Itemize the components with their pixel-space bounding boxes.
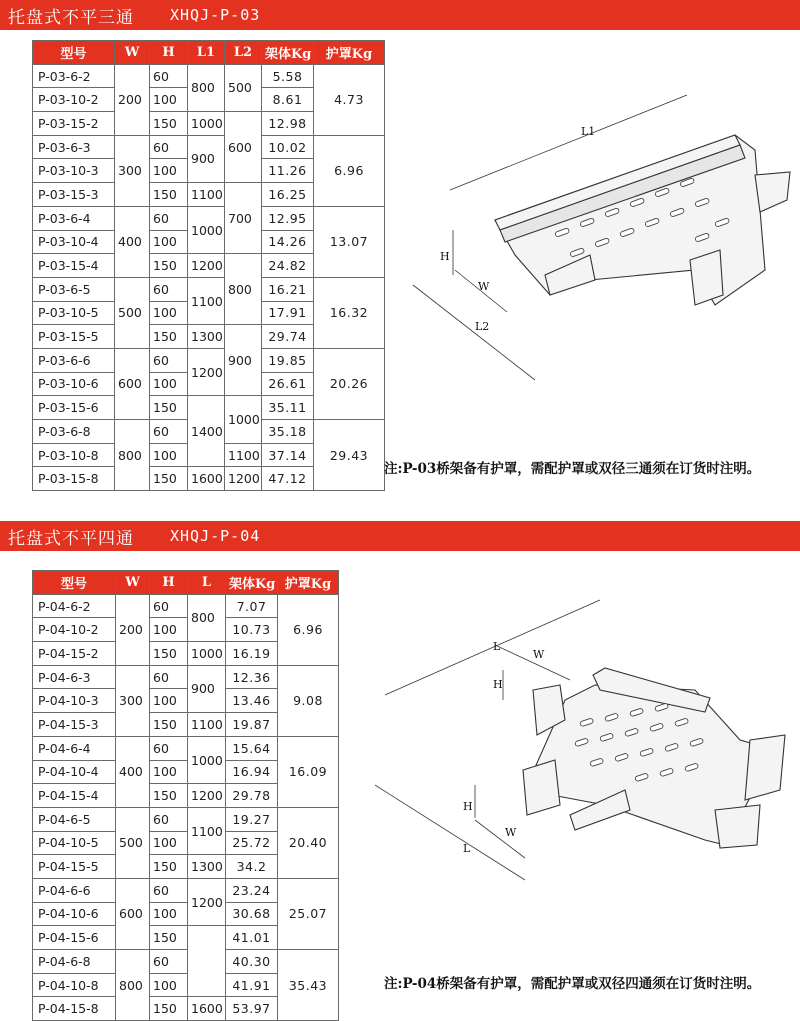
frame-kg-cell: 16.25: [262, 183, 314, 207]
l1-cell: 1200: [188, 348, 225, 395]
frame-kg-cell: 35.18: [262, 420, 314, 444]
header-cover-kg: 护罩Kg: [278, 571, 339, 595]
model-cell: P-03-10-4: [33, 230, 115, 254]
header-cover-kg: 护罩Kg: [314, 41, 385, 65]
l-cell: [188, 926, 226, 997]
model-cell: P-03-6-5: [33, 277, 115, 301]
frame-kg-cell: 34.2: [226, 855, 278, 879]
frame-kg-cell: 5.58: [262, 64, 314, 88]
w-cell: 300: [115, 135, 150, 206]
frame-kg-cell: 14.26: [262, 230, 314, 254]
table-row: [33, 135, 385, 159]
frame-kg-cell: 10.73: [226, 618, 278, 642]
h-cell: 150: [150, 112, 188, 136]
tee-label-l1: L1: [581, 125, 596, 138]
h-cell: 100: [150, 973, 188, 997]
frame-kg-cell: 11.26: [262, 159, 314, 183]
l1-cell: 900: [188, 135, 225, 182]
frame-kg-cell: 15.64: [226, 736, 278, 760]
table-row: [33, 64, 385, 88]
l-cell: 1200: [188, 878, 226, 925]
l2-cell: 600: [225, 112, 262, 183]
table-row: [33, 665, 339, 689]
frame-kg-cell: 23.24: [226, 878, 278, 902]
cover-kg-cell: 6.96: [314, 135, 385, 206]
cover-kg-cell: 20.26: [314, 348, 385, 419]
h-cell: 100: [150, 760, 188, 784]
frame-kg-cell: 19.85: [262, 348, 314, 372]
table-row: [33, 277, 385, 301]
h-cell: 100: [150, 372, 188, 396]
model-cell: P-04-15-4: [33, 784, 116, 808]
section1-banner: [0, 0, 800, 30]
model-cell: P-03-15-3: [33, 183, 115, 207]
section1-code: XHQJ-P-03: [170, 6, 261, 24]
model-cell: P-03-15-4: [33, 254, 115, 278]
table-row: [33, 807, 339, 831]
model-cell: P-03-6-4: [33, 206, 115, 230]
model-cell: P-04-6-2: [33, 594, 116, 618]
model-cell: P-03-6-3: [33, 135, 115, 159]
frame-kg-cell: 12.98: [262, 112, 314, 136]
h-cell: 60: [150, 665, 188, 689]
table-row: [33, 950, 339, 974]
cross-label-h-bottom: H: [463, 800, 473, 813]
cover-kg-cell: 16.32: [314, 277, 385, 348]
l2-cell: 1200: [225, 467, 262, 491]
model-cell: P-04-6-4: [33, 736, 116, 760]
l-cell: 900: [188, 665, 226, 712]
w-cell: 600: [115, 348, 150, 419]
section2-note: 注:P-04桥架备有护罩，需配护罩或双径四通须在订货时注明。: [384, 976, 761, 992]
w-cell: 600: [116, 878, 150, 949]
l1-cell: 1300: [188, 325, 225, 349]
l2-cell: 1000: [225, 396, 262, 443]
frame-kg-cell: 12.36: [226, 665, 278, 689]
l-cell: 1100: [188, 713, 226, 737]
h-cell: 100: [150, 88, 188, 112]
model-cell: P-03-10-2: [33, 88, 115, 112]
h-cell: 60: [150, 594, 188, 618]
frame-kg-cell: 41.91: [226, 973, 278, 997]
l2-cell: 1100: [225, 443, 262, 467]
cover-kg-cell: 25.07: [278, 878, 339, 949]
header-w: W: [116, 571, 150, 595]
model-cell: P-04-10-8: [33, 973, 116, 997]
h-cell: 60: [150, 807, 188, 831]
header-l2: L2: [225, 41, 262, 65]
table-header-row: [33, 571, 339, 595]
h-cell: 60: [150, 878, 188, 902]
w-cell: 200: [115, 64, 150, 135]
h-cell: 100: [150, 902, 188, 926]
model-cell: P-04-10-2: [33, 618, 116, 642]
tee-label-h: H: [440, 250, 450, 263]
h-cell: 150: [150, 784, 188, 808]
w-cell: 300: [116, 665, 150, 736]
model-cell: P-04-6-5: [33, 807, 116, 831]
model-cell: P-03-15-6: [33, 396, 115, 420]
h-cell: 60: [150, 736, 188, 760]
model-cell: P-03-6-8: [33, 420, 115, 444]
frame-kg-cell: 12.95: [262, 206, 314, 230]
section1-note: 注:P-03桥架备有护罩，需配护罩或双径三通须在订货时注明。: [384, 461, 761, 477]
table-row: [33, 206, 385, 230]
section2-banner: [0, 521, 800, 551]
h-cell: 60: [150, 348, 188, 372]
w-cell: 200: [116, 594, 150, 665]
cross-label-l-top: L: [493, 640, 501, 653]
header-model: 型号: [33, 571, 116, 595]
frame-kg-cell: 16.19: [226, 642, 278, 666]
model-cell: P-04-10-3: [33, 689, 116, 713]
cover-kg-cell: 16.09: [278, 736, 339, 807]
section2-title: 托盘式不平四通: [8, 528, 134, 549]
model-cell: P-03-10-3: [33, 159, 115, 183]
frame-kg-cell: 40.30: [226, 950, 278, 974]
l1-cell: 1000: [188, 206, 225, 253]
w-cell: 500: [116, 807, 150, 878]
frame-kg-cell: 41.01: [226, 926, 278, 950]
table-row: [33, 348, 385, 372]
model-cell: P-03-10-5: [33, 301, 115, 325]
model-cell: P-04-10-5: [33, 831, 116, 855]
model-cell: P-04-10-4: [33, 760, 116, 784]
h-cell: 150: [150, 642, 188, 666]
model-cell: P-04-6-6: [33, 878, 116, 902]
cross-label-l-bottom: L: [463, 842, 471, 855]
h-cell: 100: [150, 831, 188, 855]
model-cell: P-04-6-8: [33, 950, 116, 974]
l2-cell: 800: [225, 254, 262, 325]
header-l: L: [188, 571, 226, 595]
cross-label-h-top: H: [493, 678, 503, 691]
frame-kg-cell: 19.27: [226, 807, 278, 831]
frame-kg-cell: 29.78: [226, 784, 278, 808]
header-w: W: [115, 41, 150, 65]
l1-cell: 1400: [188, 396, 225, 467]
tee-label-w: W: [478, 280, 490, 293]
cross-label-w-bottom: W: [505, 826, 517, 839]
h-cell: 60: [150, 950, 188, 974]
h-cell: 100: [150, 301, 188, 325]
model-cell: P-04-15-5: [33, 855, 116, 879]
frame-kg-cell: 16.21: [262, 277, 314, 301]
cross-label-w-top: W: [533, 648, 545, 661]
w-cell: 800: [116, 950, 150, 1021]
frame-kg-cell: 25.72: [226, 831, 278, 855]
l1-cell: 1000: [188, 112, 225, 136]
h-cell: 150: [150, 325, 188, 349]
table-row: [33, 594, 339, 618]
l-cell: 1000: [188, 642, 226, 666]
l1-cell: 1100: [188, 277, 225, 324]
h-cell: 60: [150, 206, 188, 230]
cover-kg-cell: 35.43: [278, 950, 339, 1021]
h-cell: 60: [150, 277, 188, 301]
frame-kg-cell: 29.74: [262, 325, 314, 349]
header-h: H: [150, 571, 188, 595]
frame-kg-cell: 53.97: [226, 997, 278, 1021]
frame-kg-cell: 17.91: [262, 301, 314, 325]
w-cell: 500: [115, 277, 150, 348]
frame-kg-cell: 26.61: [262, 372, 314, 396]
tee-tray-diagram: [395, 80, 800, 405]
l1-cell: 1100: [188, 183, 225, 207]
w-cell: 400: [116, 736, 150, 807]
model-cell: P-04-10-6: [33, 902, 116, 926]
h-cell: 150: [150, 926, 188, 950]
h-cell: 60: [150, 420, 188, 444]
w-cell: 400: [115, 206, 150, 277]
frame-kg-cell: 13.46: [226, 689, 278, 713]
frame-kg-cell: 30.68: [226, 902, 278, 926]
header-model: 型号: [33, 41, 115, 65]
l2-cell: 900: [225, 325, 262, 396]
model-cell: P-04-15-3: [33, 713, 116, 737]
model-cell: P-04-15-6: [33, 926, 116, 950]
frame-kg-cell: 24.82: [262, 254, 314, 278]
h-cell: 150: [150, 396, 188, 420]
section2-code: XHQJ-P-04: [170, 527, 261, 545]
cover-kg-cell: 6.96: [278, 594, 339, 665]
frame-kg-cell: 47.12: [262, 467, 314, 491]
model-cell: P-03-6-6: [33, 348, 115, 372]
model-cell: P-04-15-2: [33, 642, 116, 666]
cross-tray-diagram: [365, 590, 800, 890]
tee-label-l2: L2: [475, 320, 490, 333]
cross-tray-body: [523, 668, 785, 848]
h-cell: 100: [150, 689, 188, 713]
model-cell: P-03-10-6: [33, 372, 115, 396]
cover-kg-cell: 13.07: [314, 206, 385, 277]
h-cell: 60: [150, 64, 188, 88]
frame-kg-cell: 35.11: [262, 396, 314, 420]
h-cell: 150: [150, 254, 188, 278]
cover-kg-cell: 20.40: [278, 807, 339, 878]
l1-cell: 800: [188, 64, 225, 111]
frame-kg-cell: 8.61: [262, 88, 314, 112]
h-cell: 100: [150, 230, 188, 254]
l2-cell: 500: [225, 64, 262, 111]
l-cell: 1300: [188, 855, 226, 879]
frame-kg-cell: 16.94: [226, 760, 278, 784]
header-l1: L1: [188, 41, 225, 65]
h-cell: 150: [150, 855, 188, 879]
h-cell: 150: [150, 183, 188, 207]
frame-kg-cell: 19.87: [226, 713, 278, 737]
section1-spec-table: [32, 40, 385, 491]
h-cell: 150: [150, 467, 188, 491]
header-frame-kg: 架体Kg: [262, 41, 314, 65]
h-cell: 60: [150, 135, 188, 159]
l1-cell: 1200: [188, 254, 225, 278]
table-header-row: [33, 41, 385, 65]
frame-kg-cell: 37.14: [262, 443, 314, 467]
cover-kg-cell: 29.43: [314, 420, 385, 491]
h-cell: 150: [150, 713, 188, 737]
l-cell: 1600: [188, 997, 226, 1021]
h-cell: 150: [150, 997, 188, 1021]
cover-kg-cell: 4.73: [314, 64, 385, 135]
header-h: H: [150, 41, 188, 65]
model-cell: P-03-15-2: [33, 112, 115, 136]
table-row: [33, 878, 339, 902]
section2-spec-table: [32, 570, 339, 1021]
frame-kg-cell: 10.02: [262, 135, 314, 159]
h-cell: 100: [150, 618, 188, 642]
l-cell: 1200: [188, 784, 226, 808]
model-cell: P-03-10-8: [33, 443, 115, 467]
w-cell: 800: [115, 420, 150, 491]
l-cell: 800: [188, 594, 226, 641]
section1-title: 托盘式不平三通: [8, 7, 134, 28]
table-row: [33, 736, 339, 760]
model-cell: P-03-15-5: [33, 325, 115, 349]
model-cell: P-03-6-2: [33, 64, 115, 88]
frame-kg-cell: 7.07: [226, 594, 278, 618]
l-cell: 1100: [188, 807, 226, 854]
header-frame-kg: 架体Kg: [226, 571, 278, 595]
model-cell: P-04-15-8: [33, 997, 116, 1021]
cover-kg-cell: 9.08: [278, 665, 339, 736]
tee-tray-body: [495, 135, 790, 305]
l2-cell: 700: [225, 183, 262, 254]
l1-cell: 1600: [188, 467, 225, 491]
h-cell: 100: [150, 443, 188, 467]
model-cell: P-03-15-8: [33, 467, 115, 491]
h-cell: 100: [150, 159, 188, 183]
model-cell: P-04-6-3: [33, 665, 116, 689]
l-cell: 1000: [188, 736, 226, 783]
